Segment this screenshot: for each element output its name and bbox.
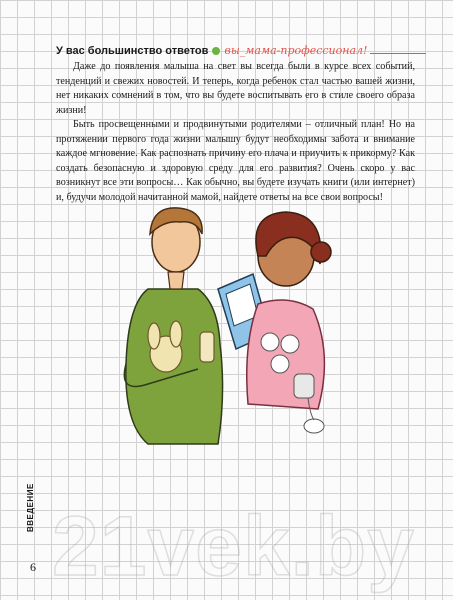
green-dot-icon <box>212 47 220 55</box>
section-heading <box>56 44 426 57</box>
heading-tag: вы_мама-профессионал! <box>224 44 368 57</box>
heading-title: У вас большинство ответов <box>56 44 209 57</box>
page-number: 6 <box>30 560 36 574</box>
paragraph-2: Быть просвещенными и продвинутыми родителями – отличный план! Но на протяжении первого года жизни малышу будут необходимы забота и внимание каждое мгновение. Как распознать причину его плача и приучить к прикорму? Как создать безопасную и здоровую среду для его развития? Очень скоро у вас возникнут все эти вопросы… Как обычно, вы будете изучать книги (или интернет) и, будучи молодой начитанной мамой, найдете ответы на все свои вопросы! <box>56 119 415 203</box>
parents-illustration <box>108 194 358 454</box>
section-side-label: ВВЕДЕНИЕ <box>26 483 35 532</box>
baby-bottle <box>200 332 214 362</box>
paragraph-1: Даже до появления малыша на свет вы всегда были в курсе всех событий, тенденций и свежих новостей. И теперь, когда ребенок стал частью вашей жизни, нет никаких сомнений в том, что вы будете воспитывать его в стиле своего образа жизни! <box>56 61 415 116</box>
watermark: 21vek.by <box>52 499 415 593</box>
woman-figure <box>247 212 331 409</box>
heading-underline <box>370 53 426 54</box>
body-text <box>56 60 415 205</box>
